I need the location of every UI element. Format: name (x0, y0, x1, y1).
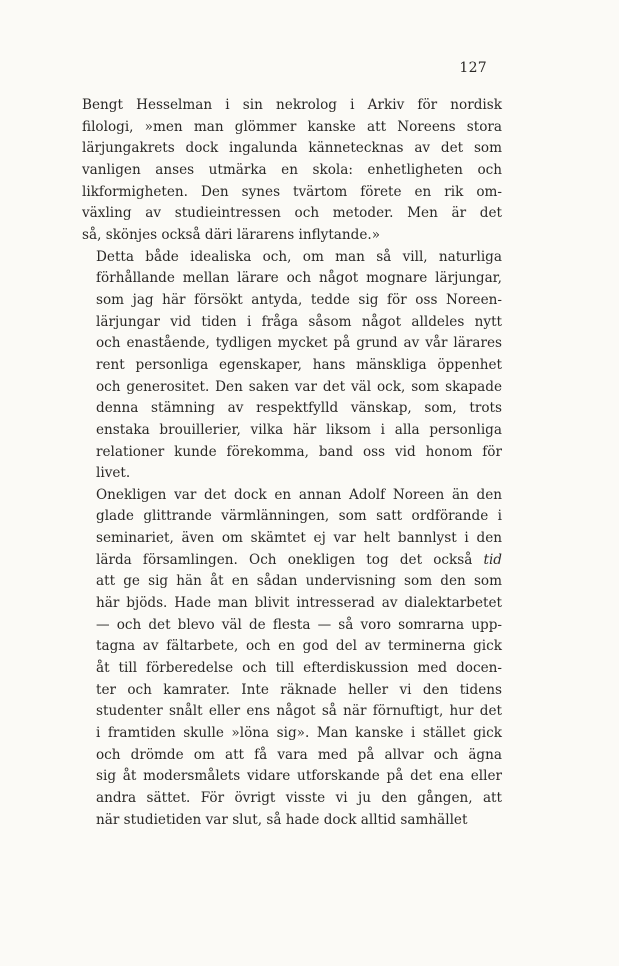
text-line: livet. (96, 465, 131, 482)
text-line: filologi, »men man glömmer kanske att Noreens stora (82, 118, 502, 135)
text-line: och enastående, tydligen mycket på grund av vår lärares (96, 335, 502, 352)
text-line: och generositet. Den saken var det väl ock, som skapade (96, 378, 502, 395)
text-line: Bengt Hesselman i sin nekrolog i Arkiv för nordisk (82, 97, 502, 113)
text-line: tagna av fältarbete, och en god del av terminerna gick (96, 638, 502, 655)
italic-word: tid (483, 551, 502, 568)
text-line: — och det blevo väl de flesta — så voro somrarna upp- (96, 616, 502, 633)
text-line: Onekligen var det dock en annan Adolf Noreen än den (96, 486, 502, 503)
text-line: att ge sig hän åt en sådan undervisning som den som (96, 573, 502, 590)
text-line: sig åt modersmålets vidare utforskande på det ena eller (96, 768, 502, 785)
text-line: när studietiden var slut, så hade dock alltid samhället (96, 811, 468, 828)
text-line: andra sättet. För övrigt visste vi ju den gången, att (96, 790, 502, 806)
text-line: här bjöds. Hade man blivit intresserad av dialektarbetet (96, 595, 502, 612)
page-number: 127 (459, 60, 487, 76)
paragraph (82, 95, 502, 247)
text-line: Detta både idealiska och, om man så vill, naturliga (96, 248, 502, 265)
text-line: lärda församlingen. Och onekligen tog det också tid (96, 551, 502, 568)
paragraph (82, 485, 502, 832)
text-line: och drömde om att få vara med på allvar och ägna (96, 746, 502, 763)
text-line: studenter snålt eller ens något så när förnuftigt, hur det (96, 703, 502, 720)
text-line: lärjungar vid tiden i fråga såsom något alldeles nytt (96, 313, 502, 330)
text-line: enstaka brouillerier, vilka här liksom i alla personliga (96, 421, 502, 438)
text-line: seminariet, även om skämtet ej var helt bannlyst i den (96, 530, 502, 547)
text-line: rent personliga egenskaper, hans mänskliga öppenhet (96, 356, 502, 373)
text-line: denna stämning av respektfylld vänskap, som, trots (96, 400, 502, 417)
text-line: lärjungakrets dock ingalunda kännetecknas av det som (82, 140, 502, 157)
text-line: växling av studieintressen och metoder. Men är det (82, 205, 502, 222)
text-line: förhållande mellan lärare och något mognare lärjungar, (96, 270, 502, 287)
text-line: likformigheten. Den synes tvärtom förete en rik om- (82, 183, 502, 200)
text-line: vanligen anses utmärka en skola: enhetligheten och (82, 161, 502, 178)
text-line: i framtiden skulle »löna sig». Man kanske i stället gick (96, 725, 502, 742)
text-line: glade glittrande värmlänningen, som satt ordförande i (96, 508, 502, 525)
paragraph (82, 247, 502, 485)
text-line: så, skönjes också däri lärarens inflytande.» (82, 226, 381, 243)
text-line: relationer kunde förekomma, band oss vid honom för (96, 443, 502, 460)
text-line: ter och kamrater. Inte räknade heller vi den tidens (96, 681, 502, 698)
text-line: åt till förberedelse och till efterdiskussion med docen- (96, 660, 502, 677)
text-line: som jag här försökt antyda, tedde sig för oss Noreen- (96, 291, 502, 308)
body-text (82, 95, 502, 831)
